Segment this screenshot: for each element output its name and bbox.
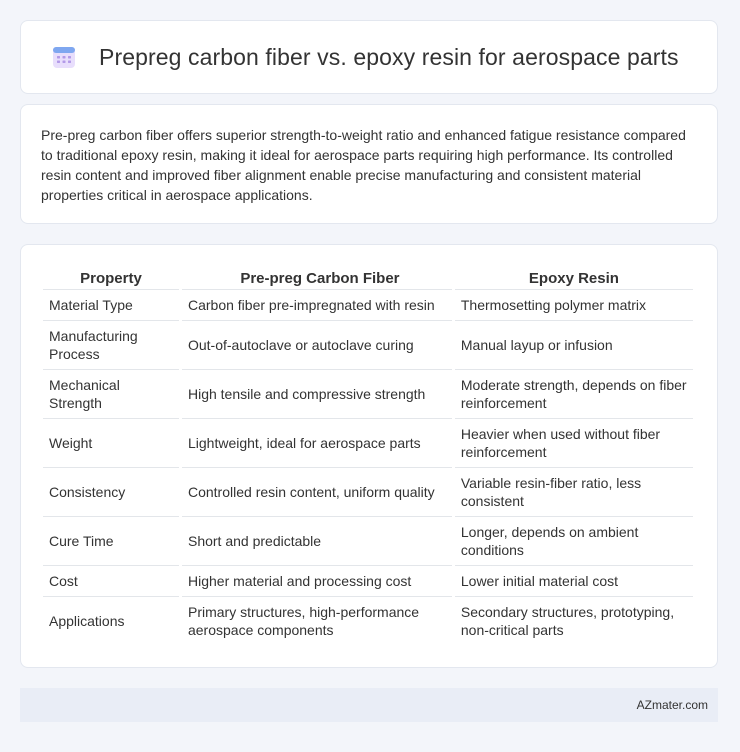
table-cell: Thermosetting polymer matrix — [455, 289, 693, 320]
table-row — [43, 369, 693, 418]
table-header-row — [43, 265, 693, 289]
header-epoxy: Epoxy Resin — [528, 269, 619, 287]
table-row — [43, 320, 693, 369]
table-cell: Short and predictable — [182, 516, 452, 565]
intro-card — [20, 104, 718, 224]
table-cell: Longer, depends on ambient conditions — [455, 516, 693, 565]
comparison-table — [40, 265, 696, 645]
table-row — [43, 289, 693, 320]
table-row — [43, 565, 693, 596]
comparison-card — [20, 244, 718, 668]
table-cell: Lightweight, ideal for aerospace parts — [182, 418, 452, 467]
intro-text: Pre-preg carbon fiber offers superior strength-to-weight ratio and enhanced fatigue resistance compared to traditional epoxy resin, making it ideal for aerospace parts requiring high performance. Its controlled resin content and improved fiber alignment enable precise manufacturing and consistent material properties critical in aerospace applications. — [41, 127, 686, 203]
table-cell: Heavier when used without fiber reinforcement — [455, 418, 693, 467]
footer-brand[interactable]: AZmater.com — [636, 698, 708, 712]
table-cell: Material Type — [43, 289, 179, 320]
table-cell: Moderate strength, depends on fiber reinforcement — [455, 369, 693, 418]
table-cell: Lower initial material cost — [455, 565, 693, 596]
table-cell: Manufacturing Process — [43, 320, 179, 369]
table-row — [43, 467, 693, 516]
table-row — [43, 596, 693, 645]
table-cell: Mechanical Strength — [43, 369, 179, 418]
footer — [20, 688, 718, 722]
table-cell: Consistency — [43, 467, 179, 516]
table-cell: Variable resin-fiber ratio, less consistent — [455, 467, 693, 516]
title-card — [20, 20, 718, 94]
table-row — [43, 516, 693, 565]
table-cell: Primary structures, high-performance aerospace components — [182, 596, 452, 645]
table-cell: Carbon fiber pre-impregnated with resin — [182, 289, 452, 320]
table-cell: Weight — [43, 418, 179, 467]
header-prepreg: Pre-preg Carbon Fiber — [240, 269, 400, 287]
header-property: Property — [80, 269, 142, 287]
table-cell: Applications — [43, 596, 179, 645]
table-cell: Secondary structures, prototyping, non-critical parts — [455, 596, 693, 645]
table-cell: Cost — [43, 565, 179, 596]
table-cell: Manual layup or infusion — [455, 320, 693, 369]
table-cell: Higher material and processing cost — [182, 565, 452, 596]
table-cell: Controlled resin content, uniform quality — [182, 467, 452, 516]
table-cell: Out-of-autoclave or autoclave curing — [182, 320, 452, 369]
table-cell: High tensile and compressive strength — [182, 369, 452, 418]
page-title: Prepreg carbon fiber vs. epoxy resin for aerospace parts — [99, 43, 679, 70]
table-row — [43, 418, 693, 467]
table-cell: Cure Time — [43, 516, 179, 565]
calendar-icon — [51, 44, 77, 70]
